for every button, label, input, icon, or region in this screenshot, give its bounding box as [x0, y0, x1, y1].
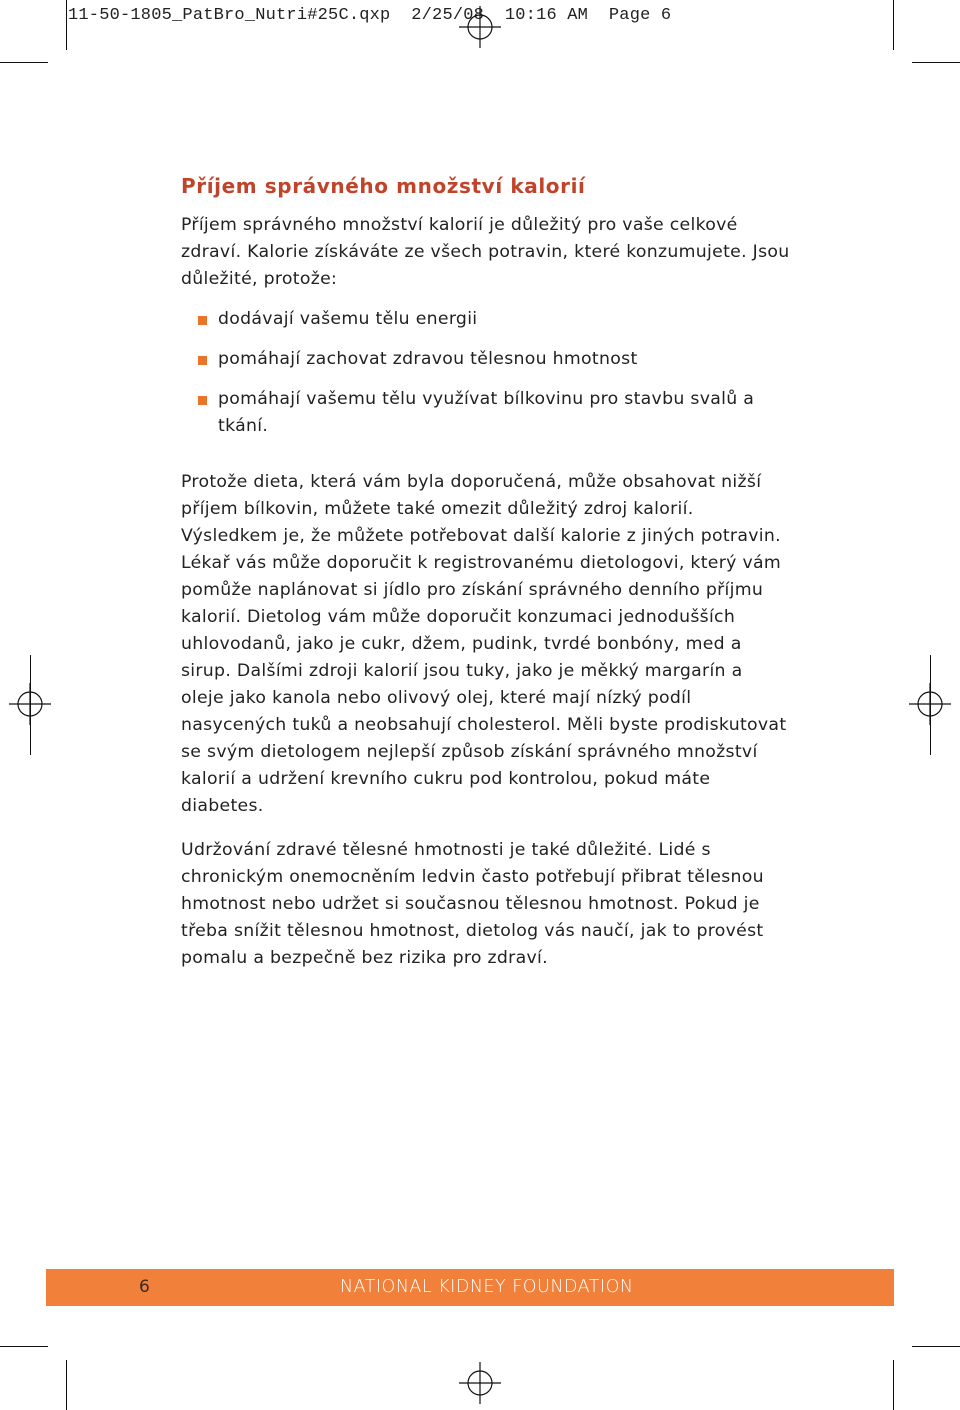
crop-mark-bottom-right-horizontal [912, 1346, 960, 1347]
registration-line-right [930, 655, 931, 755]
page-number: 6 [139, 1277, 150, 1297]
list-item-text: dodávají vašemu tělu energii [218, 309, 478, 329]
registration-line-left [30, 655, 31, 755]
list-item [198, 346, 798, 373]
footer-organization-name: NATIONAL KIDNEY FOUNDATION [340, 1277, 634, 1297]
crop-mark-top-left-vertical [66, 0, 67, 50]
crop-mark-bottom-left-horizontal [0, 1346, 48, 1347]
square-bullet-icon [198, 396, 207, 405]
benefits-list [198, 306, 798, 453]
list-item [198, 386, 798, 440]
list-item [198, 306, 798, 333]
section-heading: Příjem správného množství kalorií [181, 174, 586, 198]
crop-mark-bottom-right-vertical [893, 1360, 894, 1410]
body-paragraph-diet: Protože dieta, která vám byla doporučená, může obsahovat nižší příjem bílkovin, můžete také omezit důležitý zdroj kalorií. Výsledkem je, že můžete potřebovat další kalorie z jiných potravin. Lékař vás může doporučit k registrovanému dietologovi, který vám pomůže naplánovat si jídlo pro získání správného denního příjmu kalorií. Dietolog vám může doporučit konzumaci jednodušších uhlovodanů, jako je cukr, džem, pudink, tvrdé bonbóny, med a sirup. Dalšími zdroji kalorií jsou tuky, jako je měkký margarín a oleje jako kanola nebo olivový olej, které mají nízký podíl nasycených tuků a neobsahují cholesterol. Měli byste prodiskutovat se svým dietologem nejlepší způsob získání správného množství kalorií a udržení krevního cukru pod kontrolou, pokud máte diabetes. [181, 472, 787, 816]
crop-mark-top-right-vertical [893, 0, 894, 50]
registration-mark-top [459, 6, 501, 48]
body-paragraph-weight: Udržování zdravé tělesné hmotnosti je také důležité. Lidé s chronickým onemocněním ledvin často potřebují přibrat tělesnou hmotnost nebo udržet si současnou tělesnou hmotnost. Pokud je třeba snížit tělesnou hmotnost, dietolog vás naučí, jak to provést pomalu a bezpečně bez rizika pro zdraví. [181, 840, 764, 968]
print-slug-line: 11-50-1805_PatBro_Nutri#25C.qxp 2/25/08 10:16 AM Page 6 [68, 6, 672, 25]
list-item-text: pomáhají zachovat zdravou tělesnou hmotnost [218, 349, 638, 369]
square-bullet-icon [198, 356, 207, 365]
list-item-text: pomáhají vašemu tělu využívat bílkovinu pro stavbu svalů a tkání. [218, 389, 755, 436]
crop-mark-top-left-horizontal [0, 62, 48, 63]
intro-paragraph: Příjem správného množství kalorií je důležitý pro vaše celkové zdraví. Kalorie získáváte ze všech potravin, které konzumujete. Jsou důležité, protože: [181, 215, 790, 289]
registration-mark-bottom [459, 1362, 501, 1404]
crop-mark-bottom-left-vertical [66, 1360, 67, 1410]
crop-mark-top-right-horizontal [912, 62, 960, 63]
square-bullet-icon [198, 316, 207, 325]
